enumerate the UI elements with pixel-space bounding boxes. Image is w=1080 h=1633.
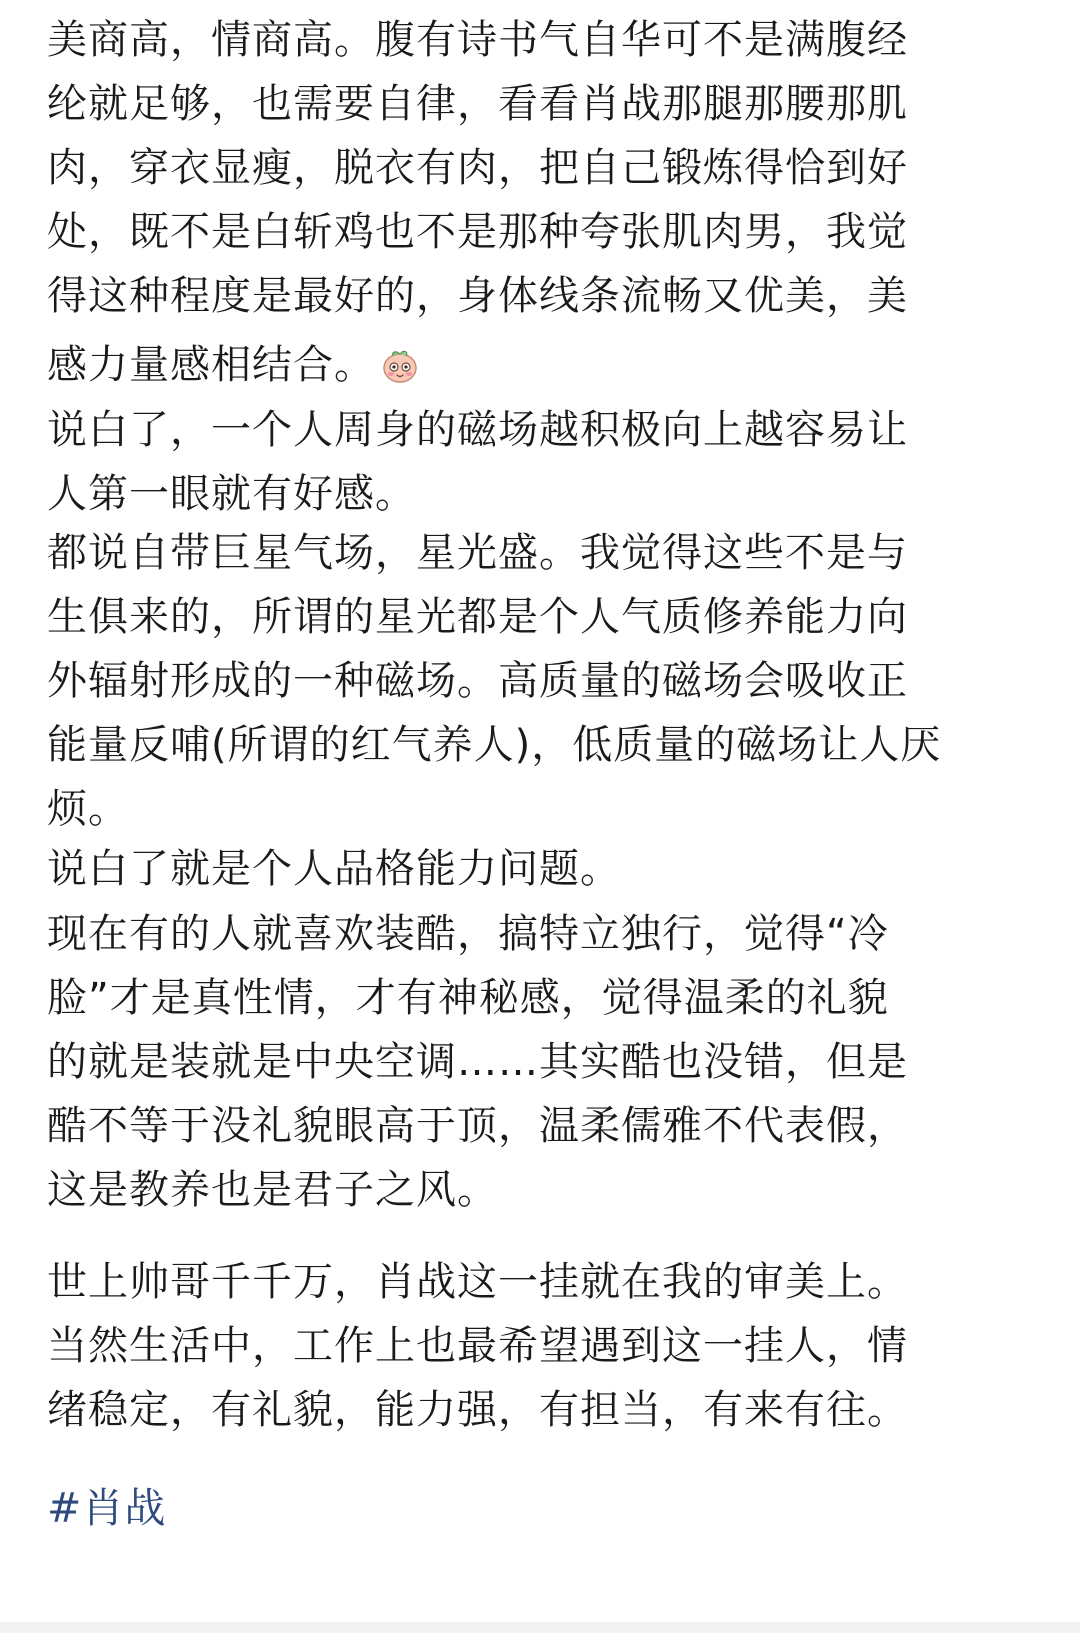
text-line: 这是教养也是君子之风。 — [47, 1167, 498, 1213]
section-divider — [0, 1622, 1080, 1633]
blushing-peach-face-icon — [381, 339, 419, 377]
text-line: 美商高，情商高。腹有诗书气自华可不是满腹经 — [47, 17, 908, 63]
post-paragraph-2 — [47, 333, 419, 397]
post-paragraph-3 — [47, 398, 908, 526]
post-paragraph-7 — [47, 1250, 908, 1442]
text-line: 能量反哺(所谓的红气养人)，低质量的磁场让人厌 — [47, 722, 942, 768]
text-line: 酷不等于没礼貌眼高于顶，温柔儒雅不代表假， — [47, 1103, 908, 1149]
post-paragraph-1 — [47, 8, 908, 328]
text-line: 纶就足够，也需要自律，看看肖战那腿那腰那肌 — [47, 81, 908, 127]
text-line: 说白了，一个人周身的磁场越积极向上越容易让 — [47, 407, 908, 453]
text-line: 都说自带巨星气场，星光盛。我觉得这些不是与 — [47, 530, 908, 576]
text-line: 处，既不是白斩鸡也不是那种夸张肌肉男，我觉 — [47, 209, 908, 255]
text-line: 脸”才是真性情，才有神秘感，觉得温柔的礼貌 — [47, 975, 889, 1021]
text-line: 烦。 — [47, 786, 129, 832]
text-line: 的就是装就是中央空调……其实酷也没错，但是 — [47, 1039, 908, 1085]
text-line: 绪稳定，有礼貌，能力强，有担当，有来有往。 — [47, 1387, 908, 1433]
post-paragraph-5 — [47, 837, 621, 901]
hashtag-link[interactable]: #肖战 — [47, 1484, 167, 1532]
text-line: 当然生活中，工作上也最希望遇到这一挂人，情 — [47, 1323, 908, 1369]
text-line: 得这种程度是最好的，身体线条流畅又优美，美 — [47, 273, 908, 319]
text-line: 生俱来的，所谓的星光都是个人气质修养能力向 — [47, 594, 908, 640]
text-line: 世上帅哥千千万，肖战这一挂就在我的审美上。 — [47, 1259, 908, 1305]
text-line: 人第一眼就有好感。 — [47, 471, 416, 517]
text-line: 感力量感相结合。 — [47, 342, 375, 388]
text-line: 现在有的人就喜欢装酷，搞特立独行，觉得“冷 — [47, 911, 889, 957]
post-paragraph-4 — [47, 521, 941, 841]
text-line: 外辐射形成的一种磁场。高质量的磁场会吸收正 — [47, 658, 908, 704]
text-line: 肉，穿衣显瘦，脱衣有肉，把自己锻炼得恰到好 — [47, 145, 908, 191]
text-line: 说白了就是个人品格能力问题。 — [47, 846, 621, 892]
post-paragraph-6 — [47, 902, 908, 1222]
